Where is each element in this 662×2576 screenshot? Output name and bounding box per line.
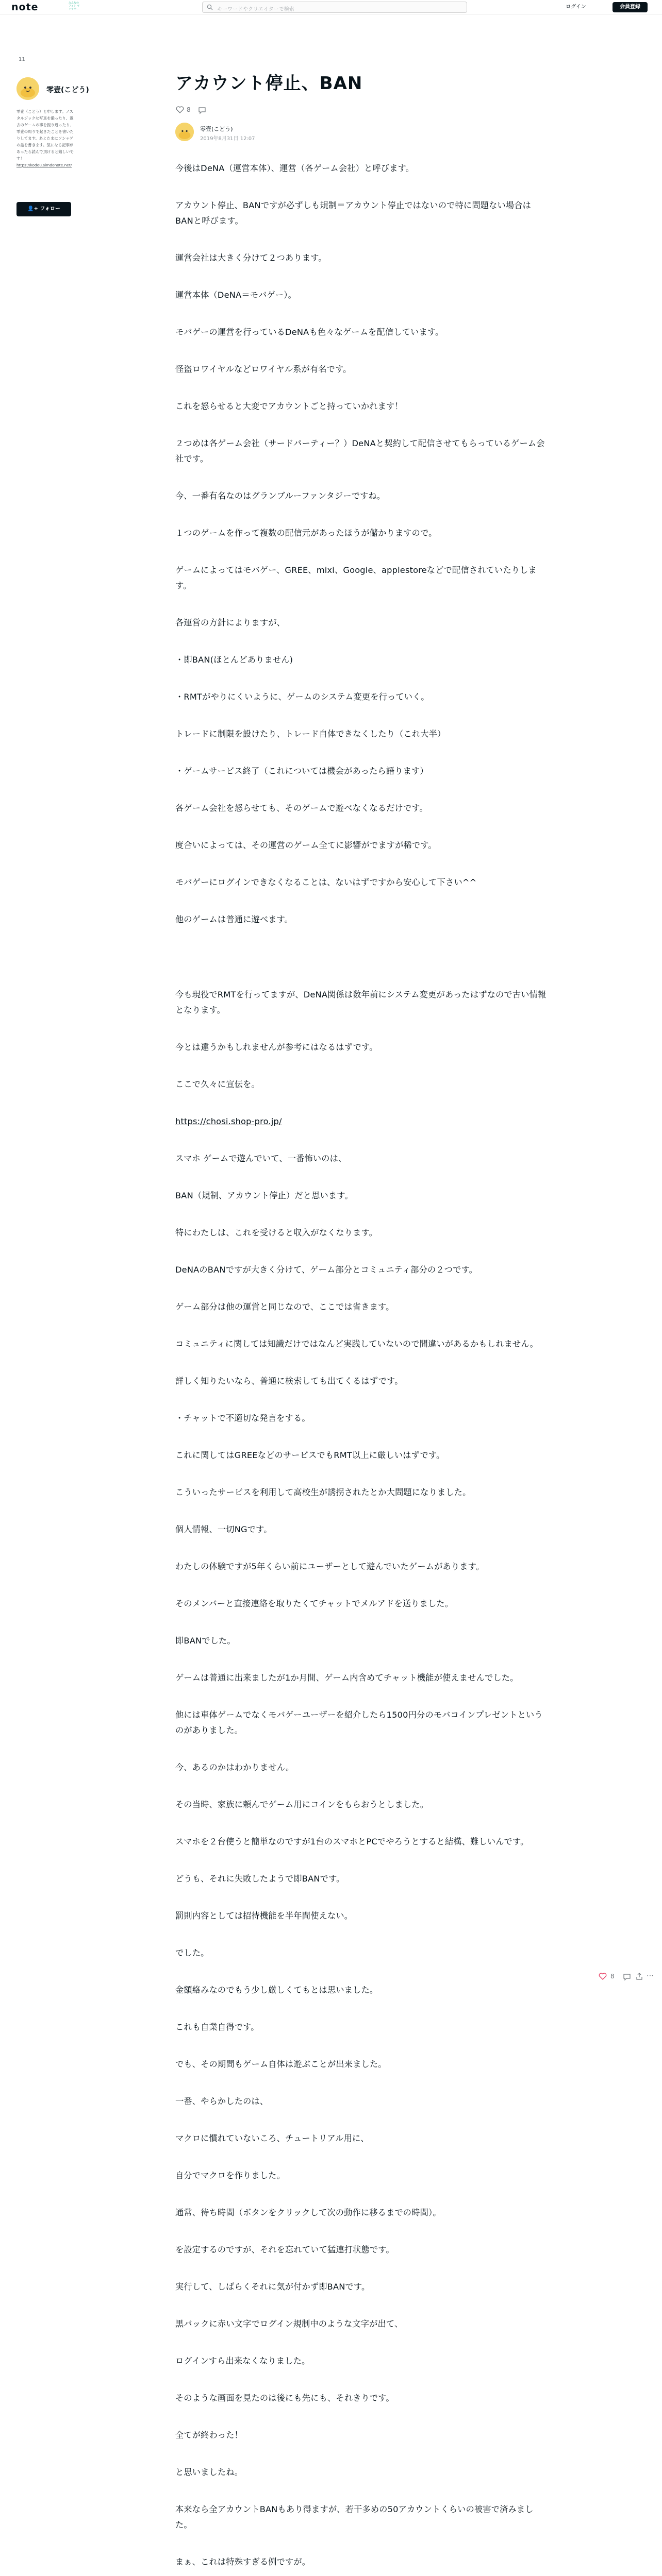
article-paragraph: 各運営の方針によりますが、 bbox=[175, 618, 286, 628]
article-paragraph: 各ゲーム会社を怒らせても、そのゲームで遊べなくなるだけです。 bbox=[175, 803, 428, 813]
article-paragraph: 今、あるのかはわかりません。 bbox=[175, 1762, 294, 1772]
article-paragraph: スマホを２台使うと簡単なのですが1台のスマホとPCでやろうとすると結構、難しいんです。 bbox=[175, 1837, 529, 1846]
article-paragraph: そのような画面を見たのは後にも先にも、それきりです。 bbox=[175, 2393, 394, 2403]
more-options-icon[interactable]: ⋯ bbox=[647, 1972, 654, 1980]
article-paragraph: ゲーム部分は他の運営と同じなので、ここでは省きます。 bbox=[175, 1302, 394, 1312]
article-paragraph: ・チャットで不適切な発言をする。 bbox=[175, 1413, 310, 1423]
article-paragraph: 実行して、しばらくそれに気が付かず即BANです。 bbox=[175, 2282, 370, 2292]
article-paragraph: 黒バックに赤い文字でログイン規制中のような文字が出て、 bbox=[175, 2319, 403, 2329]
article-paragraph: でも、その期間もゲーム自体は遊ぶことが出来ました。 bbox=[175, 2059, 387, 2069]
site-header bbox=[0, 0, 662, 14]
article-paragraph: ゲームによってはモバゲー、GREE、mixi、Google、applestoreなどで配信されていたりします。 bbox=[175, 565, 537, 590]
article-paragraph: 一番、やらかしたのは、 bbox=[175, 2096, 269, 2106]
avatar-illustration-icon bbox=[16, 77, 39, 100]
follow-icon: 👤+ bbox=[27, 206, 40, 212]
article-paragraph: 罰則内容としては招待機能を半年間使えない。 bbox=[175, 1911, 353, 1921]
article-paragraph: DeNAのBANですが大きく分けて、ゲーム部分とコミュニティ部分の２つです。 bbox=[175, 1265, 478, 1275]
article-paragraph: 特にわたしは、これを受けると収入がなくなります。 bbox=[175, 1228, 378, 1238]
article-paragraph: ログインすら出来なくなりました。 bbox=[175, 2356, 310, 2366]
article-paragraph: 運営会社は大きく分けて２つあります。 bbox=[175, 253, 327, 263]
search-input[interactable] bbox=[202, 2, 467, 13]
floating-like-heart-icon[interactable] bbox=[598, 1972, 607, 1981]
article-paragraph: ・即BAN(ほとんどありません) bbox=[175, 655, 293, 665]
article-paragraph: 金額絡みなのでもう少し厳しくてもとは思いました。 bbox=[175, 1985, 378, 1995]
like-heart-icon[interactable] bbox=[175, 105, 185, 114]
article-paragraph: 他には車体ゲームでなくモバゲーユーザーを紹介したら1500円分のモバコインプレゼントというのがありました。 bbox=[175, 1710, 543, 1735]
article-paragraph: 自分でマクロを作りました。 bbox=[175, 2171, 286, 2180]
follow-label: フォロー bbox=[40, 206, 60, 212]
article-paragraph: これを怒らせると大変でアカウントごと持っていかれます！ bbox=[175, 401, 403, 411]
article-paragraph: と思いましたね。 bbox=[175, 2467, 243, 2477]
article-paragraph: スマホ ゲームで遊んでいて、一番怖いのは、 bbox=[175, 1154, 347, 1163]
note-logo[interactable]: note bbox=[11, 2, 39, 13]
article-paragraph: 他のゲームは普通に遊べます。 bbox=[175, 914, 293, 924]
article-paragraph: 本来なら全アカウントBANもあり得ますが、若干多めの50アカウントくらいの被害で済みました。 bbox=[175, 2504, 534, 2530]
author-avatar[interactable] bbox=[175, 123, 194, 141]
comment-icon[interactable] bbox=[198, 106, 206, 114]
author-name[interactable]: 零壹(こどう) bbox=[200, 126, 233, 132]
article-paragraph: 通常、待ち時間（ボタンをクリックして次の動作に移るまでの時間）。 bbox=[175, 2208, 441, 2217]
title-actions bbox=[175, 105, 547, 116]
article-paragraph: 全てが終わった！ bbox=[175, 2430, 243, 2440]
article-paragraph: ・RMTがやりにくいように、ゲームのシステム変更を行っていく。 bbox=[175, 692, 429, 702]
publish-date: 2019年8月31日 12:07 bbox=[200, 136, 255, 142]
article-paragraph: こういったサービスを利用して高校生が誘拐されたとか大問題になりました。 bbox=[175, 1487, 471, 1497]
article-paragraph: 今も現役でRMTを行ってますが、DeNA関係は数年前にシステム変更があったはずなので古い情報となります。 bbox=[175, 990, 547, 1015]
section-spacer bbox=[175, 949, 547, 987]
share-icon[interactable] bbox=[635, 1972, 643, 1980]
article-paragraph: マクロに慣れていないころ、チュートリアル用に、 bbox=[175, 2133, 369, 2143]
search-icon bbox=[207, 4, 213, 10]
login-button[interactable]: ログイン bbox=[566, 4, 586, 10]
article bbox=[175, 72, 547, 2576]
article-paragraph: 怪盗ロワイヤルなどロワイヤル系が有名です。 bbox=[175, 364, 352, 374]
article-paragraph: モバゲーにログインできなくなることは、ないはずですから安心して下さい^^ bbox=[175, 877, 477, 887]
article-paragraph: モバゲーの運営を行っているDeNAも色々なゲームを配信しています。 bbox=[175, 327, 444, 337]
article-paragraph: これに関してはGREEなどのサービスでもRMT以上に厳しいはずです。 bbox=[175, 1450, 445, 1460]
article-paragraph: ・ゲームサービス終了（これについては機会があったら語ります） bbox=[175, 766, 428, 776]
article-paragraph: 詳しく知りたいなら、普通に検索しても出てくるはずです。 bbox=[175, 1376, 403, 1386]
article-paragraph: 個人情報、一切NGです。 bbox=[175, 1524, 272, 1534]
article-paragraph: 度合いによっては、その運営のゲーム全てに影響がでますが稀です。 bbox=[175, 840, 437, 850]
article-paragraph: コミュニティに関しては知識だけではなんど実践していないので間違いがあるかもしれません。 bbox=[175, 1339, 539, 1349]
follow-button[interactable] bbox=[16, 202, 71, 216]
article-title: アカウント停止、BAN bbox=[175, 73, 363, 94]
floating-actions bbox=[593, 1971, 655, 1983]
article-paragraph: 今、一番有名なのはグランブルーファンタジーですね。 bbox=[175, 491, 386, 501]
signup-button[interactable]: 会員登録 bbox=[613, 2, 648, 12]
sidebar-count: 11 bbox=[19, 57, 25, 62]
article-paragraph: 即BANでした。 bbox=[175, 1636, 236, 1646]
like-count: 8 bbox=[187, 106, 191, 113]
sidebar-bio-link[interactable]: https://kodou.simdonote.net/ bbox=[16, 163, 72, 167]
article-link[interactable]: https://chosi.shop-pro.jp/ bbox=[175, 1116, 282, 1126]
sidebar-author-name[interactable]: 零壹(こどう) bbox=[46, 86, 89, 94]
article-paragraph: アカウント停止、BANですが必ずしも規制＝アカウント停止ではないので特に問題ない場合はBANと呼びます。 bbox=[175, 200, 532, 226]
article-paragraph: 今とは違うかもしれませんが参考にはなるはずです。 bbox=[175, 1042, 378, 1052]
logo-subtitle: みんなの フォト ギャラリー bbox=[69, 2, 80, 11]
floating-like-count: 8 bbox=[610, 1973, 615, 1980]
article-paragraph: トレードに制限を設けたり、トレード自体できなくしたり（これ大半） bbox=[175, 729, 446, 739]
article-paragraph: BAN（規制、アカウント停止）だと思います。 bbox=[175, 1191, 353, 1200]
article-body bbox=[175, 161, 547, 2576]
article-paragraph: 運営本体（DeNA＝モバゲー）。 bbox=[175, 290, 296, 300]
article-paragraph: どうも、それに失敗したようで即BANです。 bbox=[175, 1874, 345, 1884]
floating-comment-icon[interactable] bbox=[623, 1973, 631, 1981]
article-paragraph: を設定するのですが、それを忘れていて猛連打状態です。 bbox=[175, 2245, 394, 2255]
article-paragraph: まぁ、これは特殊すぎる例ですが。 bbox=[175, 2557, 311, 2567]
article-author[interactable] bbox=[175, 122, 547, 145]
article-paragraph: ２つめは各ゲーム会社（サードパーティー？）DeNAと契約して配信させてもらっているゲーム会社です。 bbox=[175, 438, 545, 464]
sidebar-bio-text: 零壹（こどう）と申します。ノスタルジックな写真を撮ったり、過去のゲームの事を振り返ったり、零壹の周りで起きたことを書いたりしてます。あとたまにソシャゲの話を書きます。気になる記事があったら読んで頂けると嬉しいです！ bbox=[16, 109, 74, 161]
search-placeholder: キーワードやクリエイターで検索 bbox=[217, 7, 294, 12]
sidebar-bio bbox=[16, 108, 76, 168]
article-paragraph: わたしの体験ですが5年くらい前にユーザーとして遊んでいたゲームがあります。 bbox=[175, 1562, 485, 1571]
article-paragraph: 今後はDeNA（運営本体）、運営（各ゲーム会社）と呼びます。 bbox=[175, 163, 415, 173]
article-paragraph: これも自業自得です。 bbox=[175, 2022, 259, 2032]
article-paragraph: そのメンバーと直接連絡を取りたくてチャットでメルアドを送りました。 bbox=[175, 1599, 454, 1608]
article-paragraph: １つのゲームを作って複数の配信元があったほうが儲かりますので。 bbox=[175, 528, 437, 538]
author-avatar-icon bbox=[175, 123, 194, 141]
article-paragraph: ここで久々に宣伝を。 bbox=[175, 1079, 260, 1089]
avatar[interactable] bbox=[16, 77, 39, 100]
article-paragraph: その当時、家族に頼んでゲーム用にコインをもらおうとしました。 bbox=[175, 1800, 429, 1809]
article-paragraph: ゲームは普通に出来ましたが1か月間、ゲーム内含めてチャット機能が使えませんでした。 bbox=[175, 1673, 519, 1683]
article-paragraph: でした。 bbox=[175, 1948, 209, 1958]
